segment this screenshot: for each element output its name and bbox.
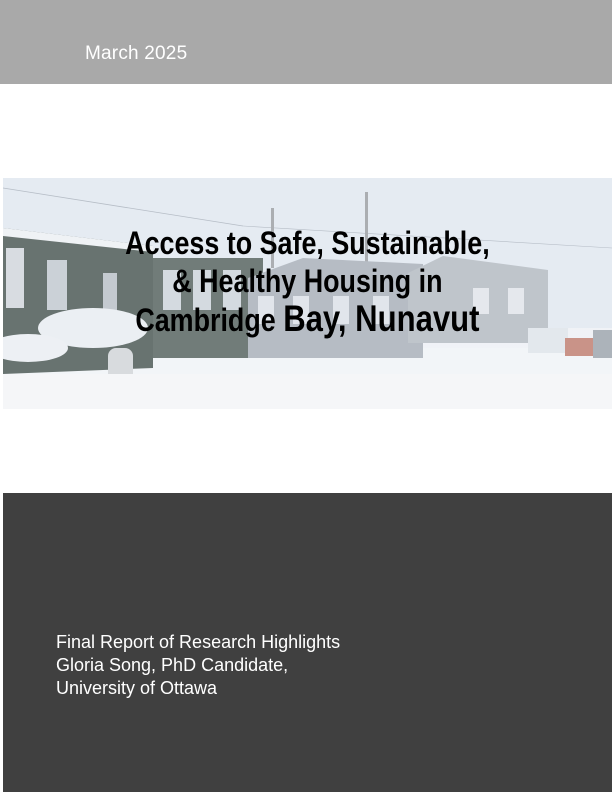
- report-date: March 2025: [85, 43, 188, 64]
- title-line-3-part-1: Cambridge: [135, 302, 284, 338]
- institution-line: University of Ottawa: [56, 678, 218, 698]
- author-line: Gloria Song, PhD Candidate,: [56, 655, 289, 675]
- bottom-info-panel: [3, 493, 612, 792]
- report-credits: [56, 631, 340, 700]
- hero-photo-banner: [3, 178, 612, 409]
- title-line-3: [52, 300, 564, 339]
- report-title: [52, 224, 564, 339]
- title-line-2: & Healthy Housing in: [172, 263, 443, 299]
- title-line-3-part-2: Bay, Nunavut: [283, 298, 480, 339]
- top-header-band: [0, 0, 612, 84]
- report-type: Final Report of Research Highlights: [56, 632, 341, 652]
- title-line-1: Access to Safe, Sustainable,: [125, 225, 490, 261]
